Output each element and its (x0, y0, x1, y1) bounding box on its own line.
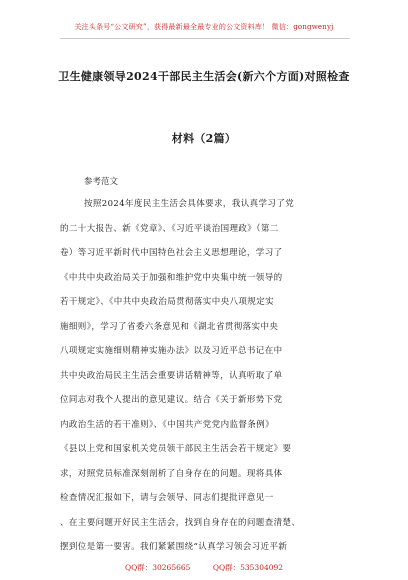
header-divider (60, 38, 350, 39)
body-line: 摆到位是第一要害。我们紧紧围绕“认真学习领会习近平新 (60, 542, 288, 552)
body-line: 检查情况汇报如下，请与会领导、同志们提批评意见一 (60, 493, 274, 503)
body-line: 内政治生活的若干准则》、《中国共产党党内监督条例》 (60, 419, 275, 430)
body-line: 《县以上党和国家机关党员领干部民主生活会若干规定》要 (60, 444, 292, 454)
body-line: 卷）等习近平新时代中国特色社会主义思想理论，学习了 (60, 248, 283, 258)
footer-qq-group-1: QQ群：30265665 (124, 563, 191, 572)
body-line: 求，对照党员标准深刻剖析了自身存在的问题。现将具体 (60, 468, 283, 479)
document-title-line2: 材料（2篇） (171, 132, 237, 145)
header-banner: 关注头条号“公文研究”，获得最新最全最专业的公文资料库！ 微信：gongwenyj (74, 23, 334, 31)
section-label: 参考范文 (84, 177, 119, 187)
body-line: 共中央政治局民主生活会重要讲话精神等，认真听取了单 (60, 370, 283, 381)
footer-qq-group-2: QQ群：535304092 (212, 563, 284, 572)
body-line: 若干规定》、《中共中央政治局贯彻落实中央八项规定实 (60, 297, 275, 307)
body-line: 的二十大报告、新《党章》、《习近平谈治国理政》（第二 (60, 223, 279, 234)
body-line: 按照2024年度民主生活会具体要求，我认真学习了党 (84, 199, 295, 209)
body-line: 、在主要问题开好民主生活会，找到自身存在的问题查清楚、 (60, 517, 301, 528)
document-title-line1: 卫生健康领导2024干部民主生活会(新六个方面)对照检查 (58, 70, 350, 83)
body-line: 《中共中央政治局关于加强和维护党中央集中统一领导的 (60, 272, 283, 283)
footer (0, 562, 408, 573)
body-line: 八项规定实施细则精神实施办法》以及习近平总书记在中 (60, 346, 283, 356)
body-line: 位同志对我个人提出的意见建议。结合《关于新形势下党 (60, 395, 283, 405)
body-line: 施细则》，学习了省委六条意见和《湖北省贯彻落实中央 (60, 321, 279, 332)
document-body (60, 198, 360, 566)
